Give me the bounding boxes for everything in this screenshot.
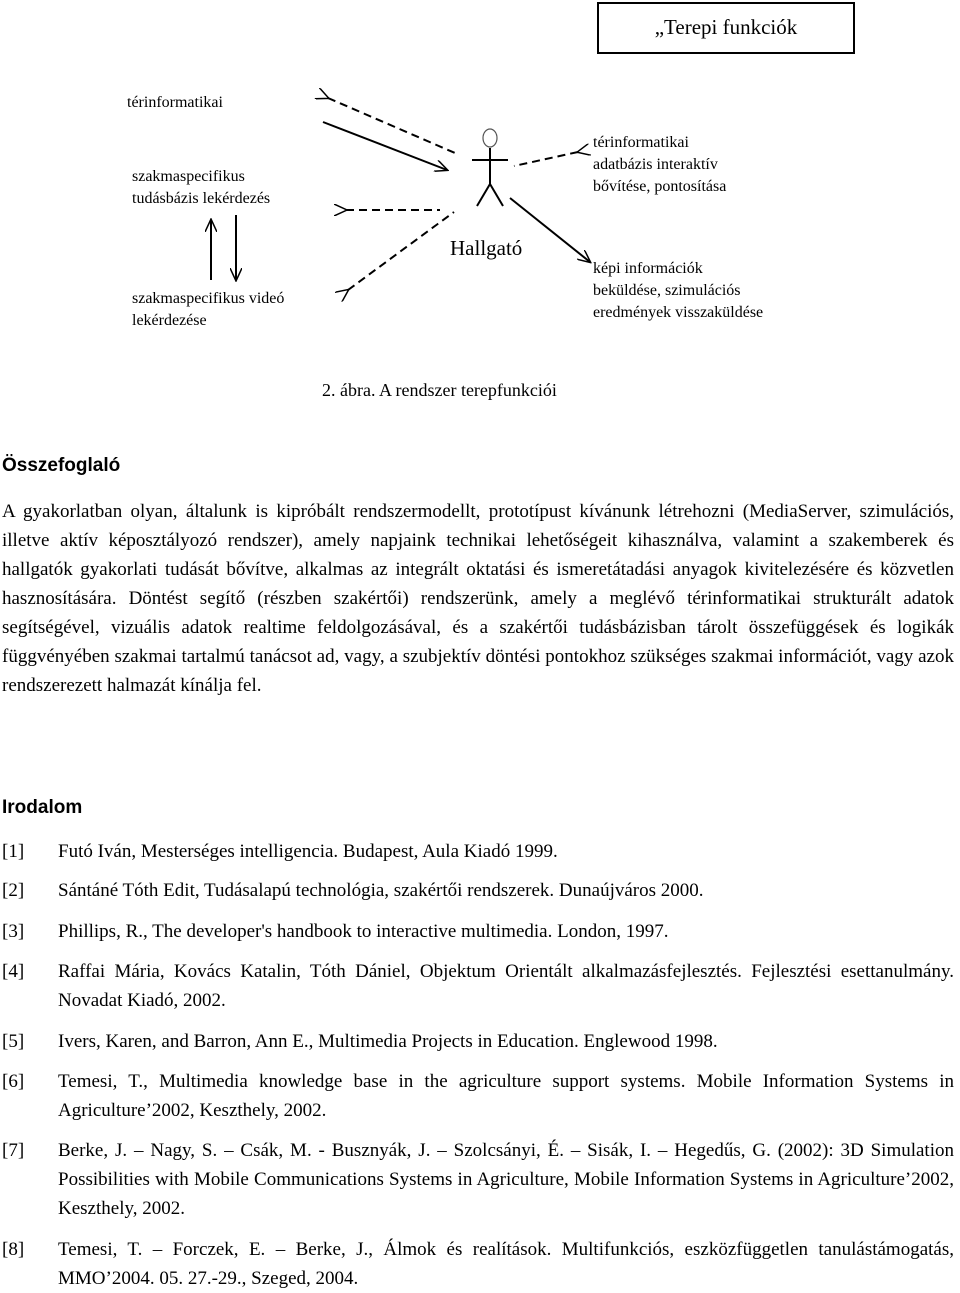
reference-text: Raffai Mária, Kovács Katalin, Tóth Dániel, Objektum Orientált alkalmazásfejlesztés. Fejlesztési esettanulmány. Novadat Kiadó, 2002. — [58, 961, 954, 1011]
reference-number: [3] — [2, 921, 25, 942]
reference-number: [2] — [2, 880, 25, 901]
reference-text: Berke, J. – Nagy, S. – Csák, M. - Busznyák, J. – Szolcsányi, É. – Sisák, I. – Hegedűs, G. (2002): 3D Simulation Possibilities with Mobile Communications Systems in Agriculture, Mobile Information Systems in Agriculture’2002, Keszthely, 2002. — [58, 1140, 954, 1219]
figure-caption: 2. ábra. A rendszer terepfunkciói — [322, 380, 557, 400]
label-video-query: szakmaspecifikus videó lekérdezése — [132, 290, 285, 329]
diagram-arrows — [0, 0, 960, 380]
reference-number: [5] — [2, 1031, 25, 1052]
reference-text: Futó Iván, Mesterséges intelligencia. Budapest, Aula Kiadó 1999. — [58, 841, 558, 862]
reference-number: [8] — [2, 1239, 25, 1260]
student-figure-icon — [472, 129, 508, 206]
reference-number: [1] — [2, 841, 25, 862]
reference-number: [4] — [2, 961, 25, 982]
reference-item — [2, 917, 954, 946]
student-label: Hallgató — [450, 236, 523, 260]
references-heading: Irodalom — [2, 797, 83, 818]
reference-item — [2, 1136, 954, 1223]
reference-text: Temesi, T., Multimedia knowledge base in the agriculture support systems. Mobile Information Systems in Agriculture’2002, Keszthely, 2002. — [58, 1071, 954, 1121]
reference-item — [2, 1067, 954, 1125]
label-terinformatikai: térinformatikai — [127, 94, 223, 111]
summary-paragraph: A gyakorlatban olyan, általunk is kipróbált rendszermodellt, prototípust kívánunk létrehozni (MediaServer, szimulációs, illetve aktív képosztályozó rendszer), amely napjaink technikai lehetőségeit kihasználva, valamint a szakemberek és hallgatók gyakorlati tudását bővítve, alkalmas az integrált oktatási és ismeretátadási anyagok kivitelezésére és közvetlen hasznosítására. Döntést segítő (részben szakértői) rendszerünk, amely a meglévő térinformatikai strukturált adatok segítségével, vizuális adatok realtime feldolgozásával, és a szakértői tudásbázisban tárolt összefüggések és logikák függvényében szakmai tartalmú tanácsot ad, vagy, a szubjektív döntési pontokhoz szükséges szakmai információt, vagy azok rendszerezett halmazát kínálja fel. — [2, 501, 954, 696]
label-image-upload: képi információk beküldése, szimulációs eredmények visszaküldése — [593, 260, 764, 321]
reference-text: Phillips, R., The developer's handbook to interactive multimedia. London, 1997. — [58, 921, 669, 942]
label-database-extension: térinformatikai adatbázis interaktív bővítése, pontosítása — [593, 134, 727, 195]
reference-text: Sántáné Tóth Edit, Tudásalapú technológia, szakértői rendszerek. Dunaújváros 2000. — [58, 880, 704, 901]
reference-item — [2, 1027, 954, 1056]
reference-text: Ivers, Karen, and Barron, Ann E., Multimedia Projects in Education. Englewood 1998. — [58, 1031, 718, 1052]
reference-text: Temesi, T. – Forczek, E. – Berke, J., Álmok és realítások. Multifunkciós, eszközfüggetlen tanulástámogatás, MMO’2004. 05. 27.-29., Szeged, 2004. — [58, 1239, 954, 1289]
reference-item — [2, 1235, 954, 1293]
reference-item — [2, 876, 954, 905]
reference-number: [7] — [2, 1140, 25, 1161]
label-knowledge-base-query: szakmaspecifikus tudásbázis lekérdezés — [132, 168, 271, 207]
reference-number: [6] — [2, 1071, 25, 1092]
functions-box: „Terepi funkciók — [597, 2, 855, 54]
summary-heading: Összefoglaló — [2, 455, 121, 476]
reference-item — [2, 837, 954, 866]
reference-item — [2, 957, 954, 1015]
